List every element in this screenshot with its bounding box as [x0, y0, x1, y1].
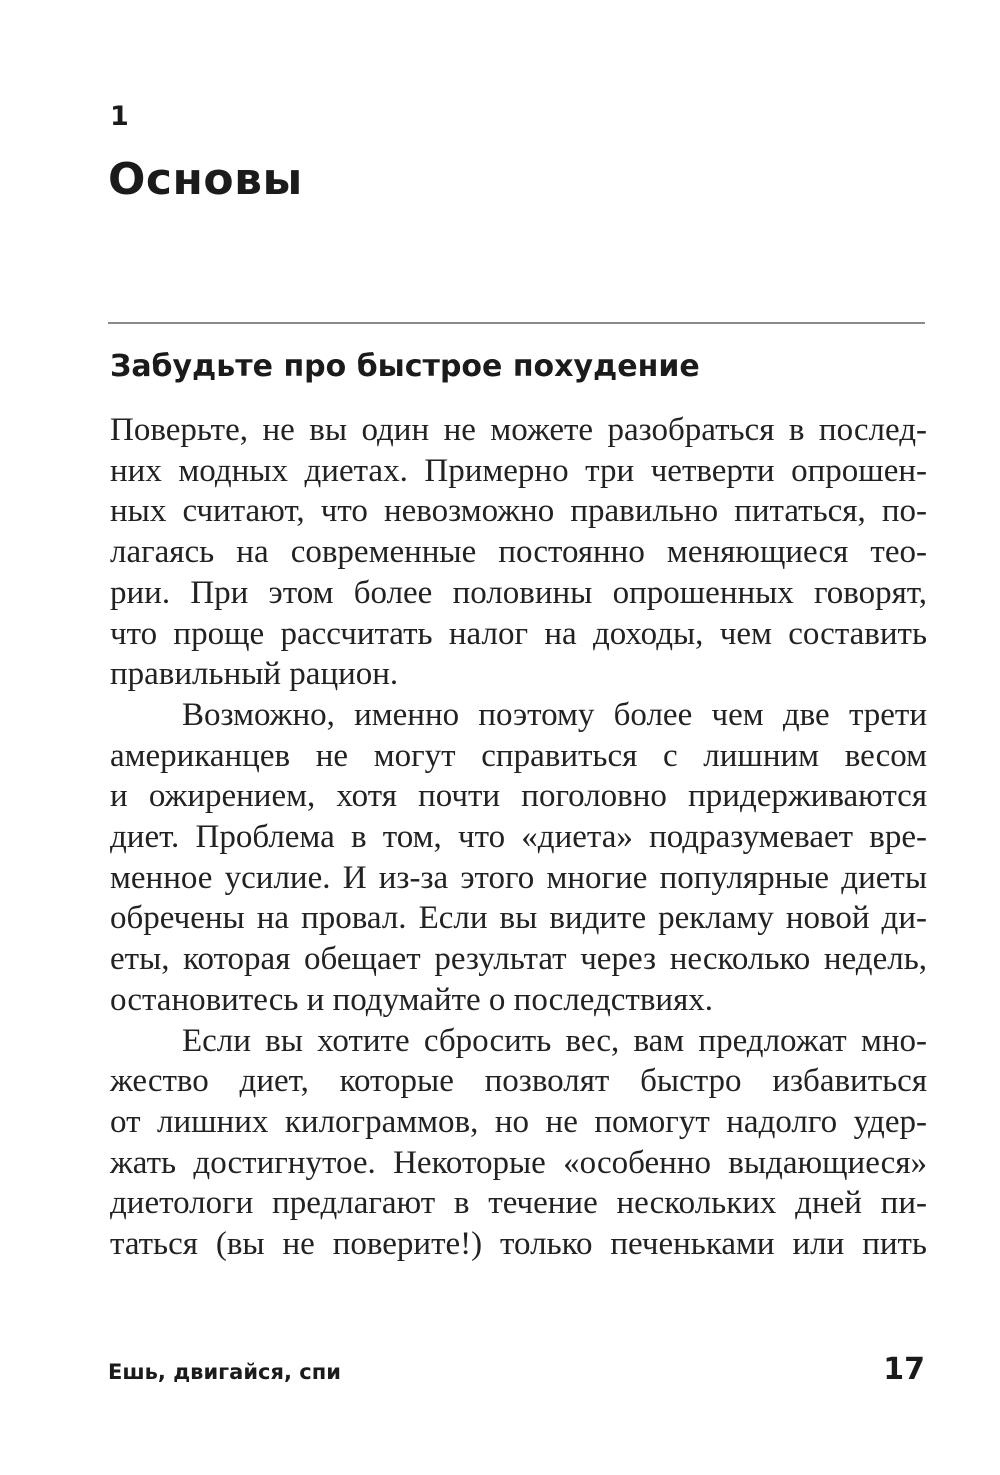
- text-line: обречены на провал. Если вы видите рекламу новой ди-: [110, 900, 927, 937]
- text-line: ных считают, что невозможно правильно питаться, по-: [110, 493, 927, 530]
- body-text: [110, 410, 927, 1265]
- text-line: диетологи предлагают в течение нескольких дней пи-: [110, 1185, 927, 1222]
- text-line: от лишних килограммов, но не помогут надолго удер-: [110, 1103, 927, 1140]
- text-line: таться (вы не поверите!) только печеньками или пить: [110, 1226, 927, 1263]
- text-line: лагаясь на современные постоянно меняющиеся тео-: [110, 534, 927, 571]
- footer-book-title: Ешь, двигайся, спи: [108, 1360, 341, 1384]
- text-line: американцев не могут справиться с лишним весом: [110, 737, 927, 774]
- text-line: остановитесь и подумайте о последствиях.: [110, 981, 714, 1018]
- chapter-title: Основы: [108, 154, 303, 205]
- text-line: менное усилие. И из-за этого многие популярные диеты: [110, 859, 927, 896]
- text-line: рии. При этом более половины опрошенных говорят,: [110, 574, 927, 611]
- section-divider: [108, 322, 925, 324]
- text-line: что проще рассчитать налог на доходы, чем составить: [110, 615, 927, 652]
- text-line: Поверьте, не вы один не можете разобраться в послед-: [110, 412, 927, 448]
- text-line: Возможно, именно поэтому более чем две трети: [182, 696, 927, 733]
- page-number: 17: [883, 1352, 925, 1387]
- section-heading: Забудьте про быстрое похудение: [110, 349, 700, 384]
- text-line: них модных диетах. Примерно три четверти опрошен-: [110, 452, 927, 489]
- text-line: жество диет, которые позволят быстро избавиться: [110, 1063, 927, 1100]
- chapter-number: 1: [110, 101, 129, 132]
- text-line: Если вы хотите сбросить вес, вам предложат мно-: [182, 1022, 927, 1059]
- text-line: жать достигнутое. Некоторые «особенно выдающиеся»: [110, 1144, 927, 1181]
- text-line: диет. Проблема в том, что «диета» подразумевает вре-: [110, 819, 927, 856]
- text-line: еты, которая обещает результат через несколько недель,: [110, 941, 927, 978]
- text-line: правильный рацион.: [110, 656, 399, 693]
- text-line: и ожирением, хотя почти поголовно придерживаются: [110, 778, 927, 815]
